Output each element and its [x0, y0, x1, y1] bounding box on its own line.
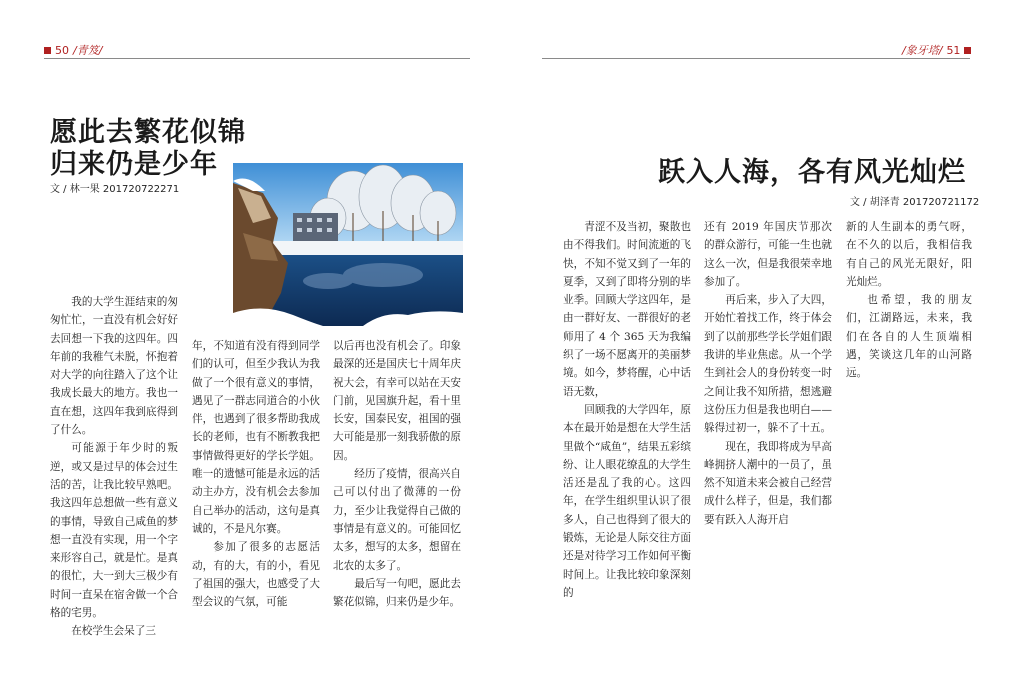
snowy-campus-lake-photo: [233, 163, 463, 326]
section-name: /象牙塔/: [902, 44, 943, 57]
left-column-1: [50, 293, 178, 641]
paragraph: 我的大学生涯结束的匆匆忙忙，一直没有机会好好去回想一下我的这四年。四年前的我稚气未脱，怀抱着对大学的向往踏入了这个让我成长最大的地方。我也一直在想，这四年我到底得到了什么。: [50, 296, 178, 437]
left-column-2: [192, 337, 320, 611]
header-rule: [44, 58, 470, 59]
page-marker-icon: [44, 47, 51, 54]
paragraph: 也希望，我的朋友们，江湖路远，未来，我们在各自的人生顶端相遇，笑谈这几年的山河路远。: [846, 294, 972, 380]
page-number: 50: [55, 43, 69, 57]
article-byline: 文 / 胡泽青 201720721172: [850, 197, 980, 208]
left-column-3: [333, 337, 461, 611]
paragraph: 可能源于年少时的叛逆，或又是过早的体会过生活的苦，让我比较早熟吧。我这四年总想做一些有意义的事情，导致自己咸鱼的梦想一直没有实现，用一个字来形容自己，就是忙。是真的很忙，大一到大三极少有时间一直呆在宿舍做一个合格的宅男。: [50, 442, 178, 620]
paragraph: 在校学生会呆了三: [71, 625, 156, 638]
paragraph: 以后再也没有机会了。印象最深的还是国庆七十周年庆祝大会，有幸可以站在天安门前，见国旗升起，看十里长安，国泰民安，祖国的强大可能是那一刻我骄傲的原因。: [333, 340, 461, 462]
paragraph: 年，不知道有没有得到同学们的认可，但至少我认为我做了一个很有意义的事情，遇见了一群志同道合的小伙伴，也遇到了很多帮助我成长的老师，也有不断教我把事情做得更好的学长学姐。唯一的遗憾可能是永远的活动主办方，没有机会去参加自己举办的活动，这句是真诚的，不是凡尔赛。: [192, 340, 320, 535]
paragraph: 回顾我的大学四年，原本在最开始是想在大学生活里做个“咸鱼”，结果五彩缤纷、让人眼花缭乱的大学生活还是乱了我的心。这四年，在学生组织里认识了很多人，自己也得到了很大的锻炼，无论是人际交往方面还是对待学习工作如何平衡时间上。让我比较印象深刻的: [563, 403, 691, 599]
right-column-2: [704, 218, 832, 529]
left-page-header: [44, 42, 102, 58]
paragraph: 青涩不及当初，聚散也由不得我们。时间流逝的飞快，不知不觉又到了一年的夏季，又到了即将分别的毕业季。回顾大学这四年，是由一群好友、一群很好的老师用了 4 个 365 天为我编织了一场不愿离开的美丽梦境。如今，梦将醒，心中话语无数，: [563, 221, 691, 398]
article-byline: 文 / 林一果 201720722271: [50, 184, 180, 195]
paragraph: 还有 2019 年国庆节那次的群众游行，可能一生也就这么一次，但是我很荣幸地参加了。: [704, 221, 832, 288]
paragraph: 现在，我即将成为早高峰拥挤人潮中的一员了，虽然不知道未来会被自己经营成什么样子，但是，我们都要有跃入人海开启: [704, 440, 832, 526]
article-title: 跃入人海，各有风光灿烂: [658, 157, 966, 188]
right-page-header: [902, 42, 971, 58]
right-column-1: [563, 218, 691, 602]
right-column-3: [846, 218, 972, 383]
paragraph: 经历了疫情，很高兴自己可以付出了微薄的一份力，至少让我觉得自己做的事情是有意义的。可能回忆太多，想写的太多，想留在北农的太多了。: [333, 468, 461, 572]
paragraph: 新的人生副本的勇气呀，在不久的以后，我相信我有自己的风光无限好，阳光灿烂。: [846, 221, 972, 288]
header-rule: [542, 58, 970, 59]
photo-illustration: [233, 163, 463, 326]
paragraph: 参加了很多的志愿活动，有的大，有的小，看见了祖国的强大，也感受了大型会议的气氛，可能: [192, 541, 320, 609]
article-title-line1: 愿此去繁花似锦: [50, 117, 246, 148]
paragraph: 再后来，步入了大四，开始忙着找工作，终于体会到了以前那些学长学姐们跟我讲的毕业焦虑。从一个学生到社会人的身份转变一时之间让我不知所措，想逃避这份压力但是我也明白——躲得过初一，躲不了十五。: [704, 294, 832, 435]
section-name: /青笈/: [73, 44, 103, 57]
page-number: 51: [946, 43, 961, 57]
page-marker-icon: [964, 47, 971, 54]
right-page: [520, 0, 1024, 694]
article-title-line2: 归来仍是少年: [50, 149, 218, 180]
left-page: [0, 0, 505, 694]
paragraph: 最后写一句吧，愿此去繁花似锦，归来仍是少年。: [333, 577, 461, 609]
